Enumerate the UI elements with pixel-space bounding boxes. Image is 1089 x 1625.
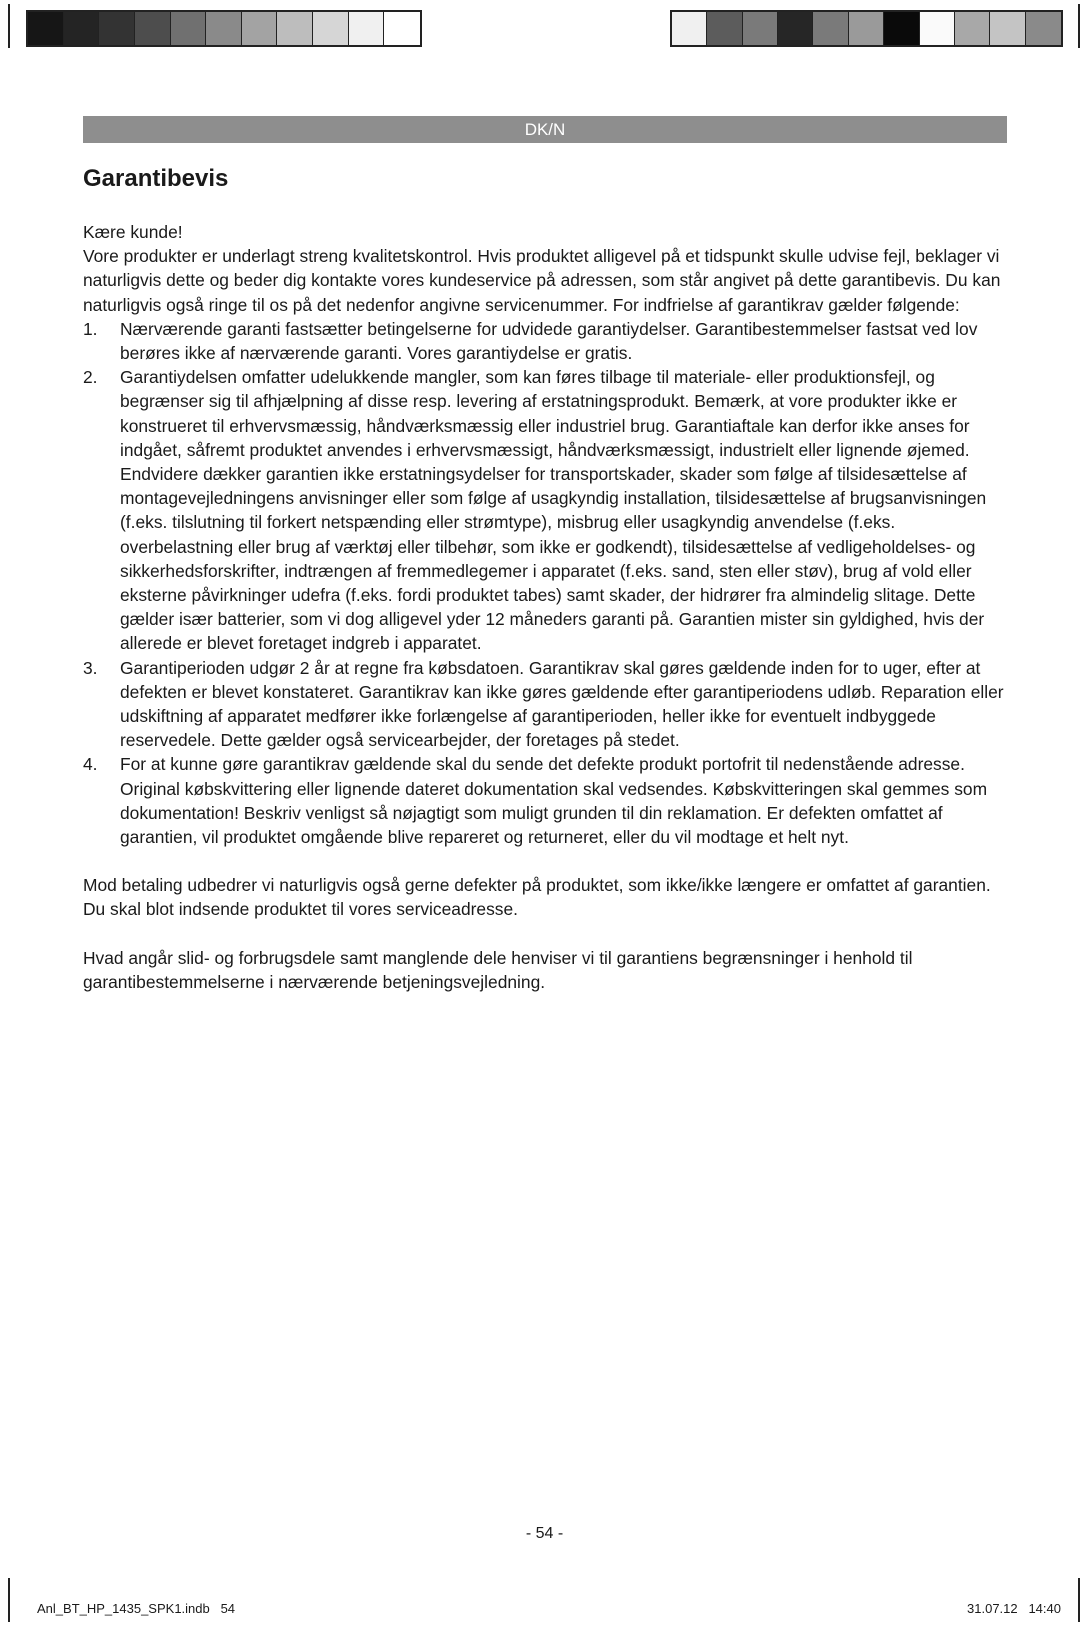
wear-parts-paragraph: Hvad angår slid- og forbrugsdele samt manglende dele henviser vi til garantiens begrænsninger i henhold til garantibestemmelserne i nærværende betjeningsvejledning.: [83, 947, 913, 992]
color-swatch: [135, 12, 171, 45]
list-item-number: 4.: [83, 754, 98, 775]
color-swatch: [778, 12, 813, 45]
list-item-number: 1.: [83, 318, 98, 339]
crop-mark-top-right: [1078, 4, 1080, 48]
language-header-bar: [83, 116, 1007, 143]
language-code: DK/N: [524, 120, 566, 139]
print-date-time: 31.07.12 14:40: [967, 1601, 1061, 1616]
color-swatch: [1026, 12, 1061, 45]
intro-paragraph: Vore produkter er underlagt streng kvalitetskontrol. Hvis produktet alligevel på et tidspunkt skulle udvise fejl, beklager vi naturligvis dette og beder dig kontakte vores kundeservice på adressen, som står angivet på dette garantibevis. Du kan naturligvis også ringe til os på det nedenfor angivne servicenummer. For indfrielse af garantikrav gælder følgende:: [83, 246, 1001, 315]
color-swatch: [849, 12, 884, 45]
spacer: [83, 922, 1011, 946]
list-item-number: 3.: [83, 657, 98, 678]
color-swatch: [884, 12, 919, 45]
list-item-text: Nærværende garanti fastsætter betingelserne for udvidede garantiydelser. Garantibestemmelser fastsat ved lov berøres ikke af nærværende garanti. Vores garantiydelse er gratis.: [120, 318, 978, 364]
list-item-text: Garantiperioden udgør 2 år at regne fra købsdatoen. Garantikrav skal gøres gældende inden for to uger, efter at defekten er blevet konstateret. Garantikrav kan ikke gøres gældende efter garantiperiodens udløb. Reparation eller udskiftning af apparatet medfører ikke forlængelse af garantiperioden, heller ikke for eventuelt indbyggede reservedele. Dette gælder også servicearbejder, der foretages på stedet.: [120, 657, 1004, 751]
color-swatch: [813, 12, 848, 45]
paid-repair-paragraph: Mod betaling udbedrer vi naturligvis også gerne defekter på produktet, som ikke/ikke længere er omfattet af garantien. Du skal blot indsende produktet til vores serviceadresse.: [83, 875, 991, 920]
color-swatch: [707, 12, 742, 45]
warranty-body: [83, 220, 1011, 994]
list-item: [83, 365, 1011, 655]
color-swatch: [313, 12, 349, 45]
color-swatch: [349, 12, 385, 45]
color-swatch: [990, 12, 1025, 45]
list-item: [83, 656, 1011, 753]
warranty-terms-list: [83, 317, 1011, 849]
list-item-text: Garantiydelsen omfatter udelukkende mangler, som kan føres tilbage til materiale- eller produktionsfejl, og begrænser sig til afhjælpning af disse resp. levering af erstatningsprodukt. Bemærk, at vore produkter ikke er konstrueret til erhvervsmæssig, håndværksmæssig eller industriel brug. Garantiaftale kan derfor ikke anses for indgået, såfremt produktet anvendes i erhvervsmæssigt, håndværksmæssigt, industrielt eller lignende øjemed. Endvidere dækker garantien ikke erstatningsydelser for transportskader, skader som følge af tilsidesættelse af montagevejledningens anvisninger eller som følge af usagkyndig installation, tilsidesættelse af brugsanvisningen (f.eks. tilslutning til forkert netspænding eller strømtype), misbrug eller usagkyndig anvendelse (f.eks. overbelastning eller brug af værktøj eller tilbehør, som ikke er godkendt), tilsidesættelse af vedligeholdelses- og sikkerhedsforskrifter, indtrængen af fremmedlegemer i apparatet (f.eks. sand, sten eller støv), brug af vold eller eksterne påvirkninger udefra (f.eks. fordi produktet tabes) samt skader, der hidrører fra almindelig slitage. Dette gælder især batterier, som vi dog alligevel yder 12 måneders garanti på. Garantien mister sin gyldighed, hvis der allerede er blevet foretaget indgreb i apparatet.: [120, 367, 987, 654]
page-title: Garantibevis: [83, 165, 229, 192]
color-swatch: [99, 12, 135, 45]
color-swatch: [743, 12, 778, 45]
print-file-info: Anl_BT_HP_1435_SPK1.indb 54: [37, 1601, 236, 1616]
color-swatch: [672, 12, 707, 45]
list-item-number: 2.: [83, 367, 98, 388]
list-item: [83, 317, 1011, 365]
color-swatch: [384, 12, 420, 45]
color-swatch: [206, 12, 242, 45]
registration-bar-left: [26, 10, 422, 47]
list-item: [83, 752, 1011, 849]
crop-mark-bottom-left: [8, 1578, 10, 1622]
registration-bar-right: [670, 10, 1063, 47]
color-swatch: [64, 12, 100, 45]
color-swatch: [171, 12, 207, 45]
color-swatch: [920, 12, 955, 45]
spacer: [83, 849, 1011, 873]
color-swatch: [277, 12, 313, 45]
greeting: Kære kunde!: [83, 222, 183, 242]
list-item-text: For at kunne gøre garantikrav gældende skal du sende det defekte produkt portofrit til nedenstående adresse. Original købskvittering eller lignende dateret dokumentation skal vedsendes. Købskvitteringen skal gemmes som dokumentation! Beskriv venligst så nøjagtigt som muligt grunden til din reklamation. Er defekten omfattet af garantien, vil produktet omgående blive repareret og returneret, eller du vil modtage et helt nyt.: [120, 754, 988, 848]
crop-mark-bottom-right: [1078, 1578, 1080, 1622]
crop-mark-top-left: [8, 4, 10, 48]
color-swatch: [242, 12, 278, 45]
page-number: - 54 -: [525, 1525, 564, 1542]
color-swatch: [28, 12, 64, 45]
color-swatch: [955, 12, 990, 45]
